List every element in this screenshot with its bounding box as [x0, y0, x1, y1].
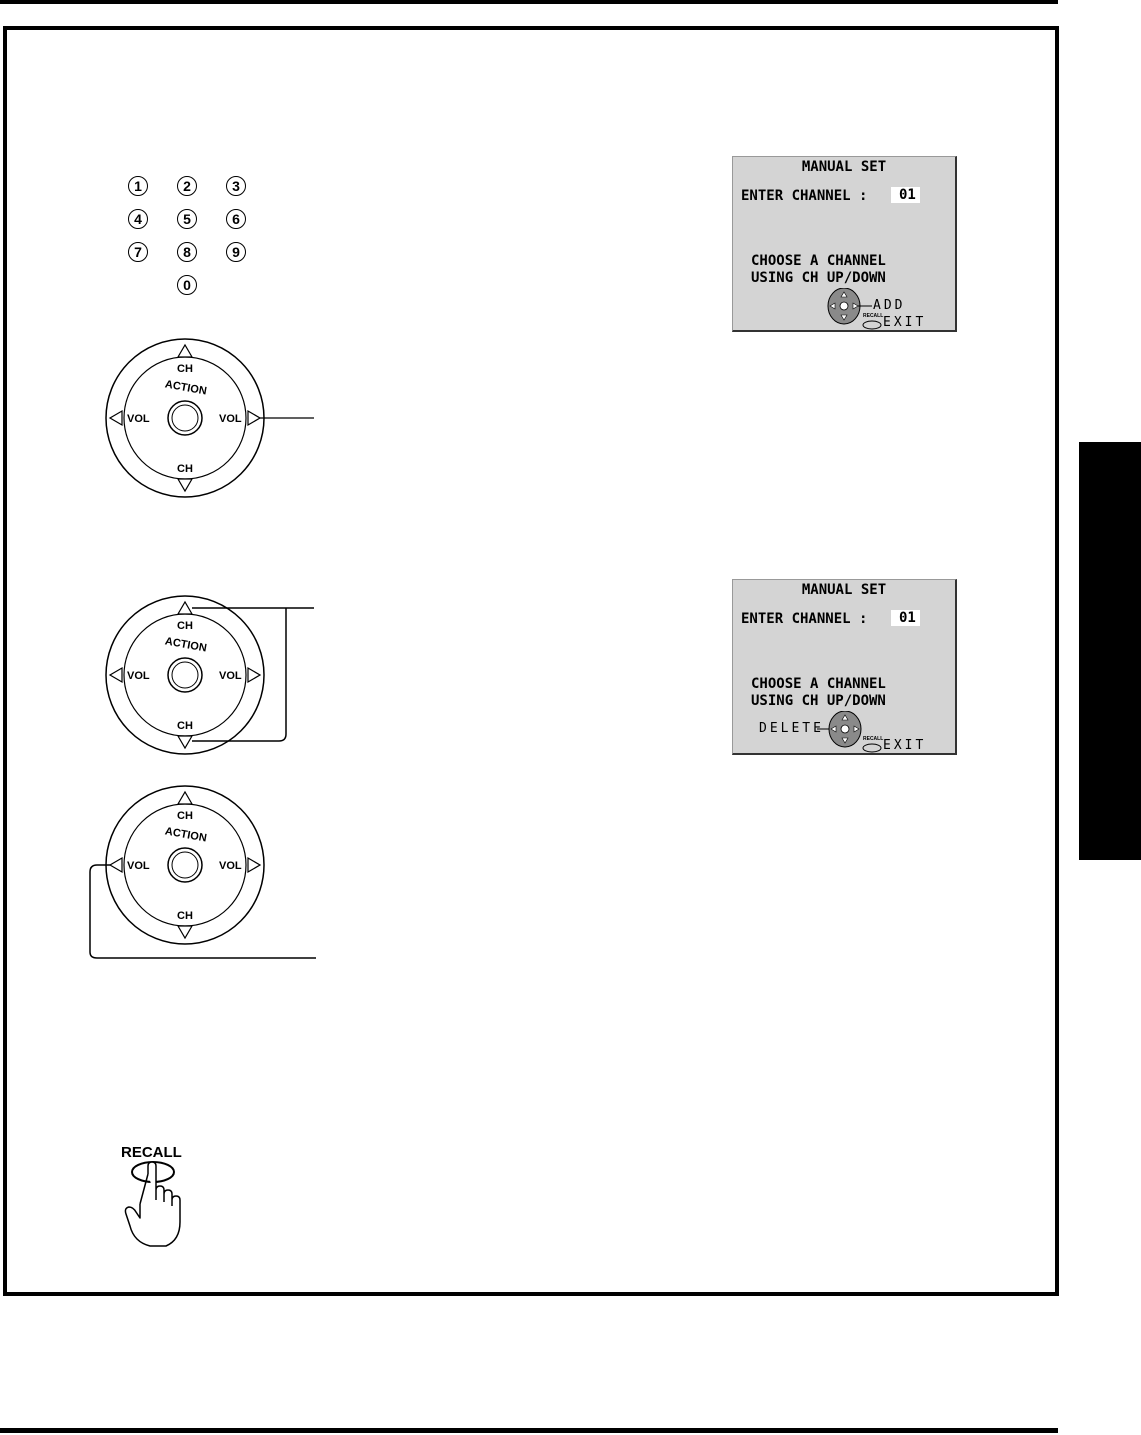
number-key-icon[interactable]: 0	[177, 275, 197, 295]
osd-delete-label: DELETE	[759, 721, 824, 736]
recall-oval-icon	[862, 742, 884, 754]
vol-left-label: VOL	[127, 860, 150, 872]
osd-instruction-line-1: CHOOSE A CHANNEL	[751, 253, 886, 269]
osd-instruction-line-2: USING CH UP/DOWN	[751, 270, 886, 286]
number-key-icon[interactable]: 7	[128, 242, 148, 262]
bottom-rule	[0, 1428, 1058, 1433]
ch-down-label: CH	[177, 720, 193, 732]
osd-channel-value: 01	[891, 610, 920, 626]
number-key-icon[interactable]: 2	[177, 176, 197, 196]
osd-enter-channel-label: ENTER CHANNEL :	[741, 188, 868, 204]
action-dial-icon[interactable]	[100, 335, 330, 505]
ch-up-label: CH	[177, 810, 193, 822]
action-label: ACTION	[164, 378, 208, 398]
number-keypad	[118, 170, 258, 300]
osd-recall-mini-label: RECALL	[863, 736, 884, 742]
action-dial-icon[interactable]	[100, 592, 330, 762]
number-key-icon[interactable]: 6	[226, 209, 246, 229]
osd-enter-channel-label: ENTER CHANNEL :	[741, 611, 868, 627]
osd-title: MANUAL SET	[801, 582, 887, 598]
osd-title: MANUAL SET	[801, 159, 887, 175]
vol-right-label: VOL	[219, 860, 242, 872]
number-key-icon[interactable]: 9	[226, 242, 246, 262]
ch-up-label: CH	[177, 363, 193, 375]
osd-add-label: ADD	[873, 298, 906, 313]
ch-down-label: CH	[177, 463, 193, 475]
number-key-icon[interactable]: 3	[226, 176, 246, 196]
section-tab	[1079, 442, 1141, 860]
number-key-icon[interactable]: 4	[128, 209, 148, 229]
vol-right-label: VOL	[219, 413, 242, 425]
osd-recall-mini-label: RECALL	[863, 313, 884, 319]
action-label: ACTION	[164, 825, 208, 845]
recall-oval-icon	[862, 319, 884, 331]
action-dial-icon[interactable]	[80, 782, 330, 972]
action-label: ACTION	[164, 635, 208, 655]
recall-button-label: RECALL	[121, 1144, 182, 1161]
osd-manual-set-delete	[732, 579, 957, 755]
vol-left-label: VOL	[127, 413, 150, 425]
ch-down-label: CH	[177, 910, 193, 922]
number-key-icon[interactable]: 5	[177, 209, 197, 229]
osd-manual-set-add	[732, 156, 957, 332]
top-rule	[0, 0, 1058, 4]
osd-exit-label: EXIT	[883, 315, 927, 330]
ch-up-label: CH	[177, 620, 193, 632]
number-key-icon[interactable]: 8	[177, 242, 197, 262]
mini-dpad-icon	[817, 711, 865, 751]
osd-instruction-line-2: USING CH UP/DOWN	[751, 693, 886, 709]
osd-exit-label: EXIT	[883, 738, 927, 753]
number-key-icon[interactable]: 1	[128, 176, 148, 196]
vol-left-label: VOL	[127, 670, 150, 682]
osd-channel-value: 01	[891, 187, 920, 203]
hand-press-icon[interactable]	[120, 1160, 190, 1252]
vol-right-label: VOL	[219, 670, 242, 682]
osd-instruction-line-1: CHOOSE A CHANNEL	[751, 676, 886, 692]
